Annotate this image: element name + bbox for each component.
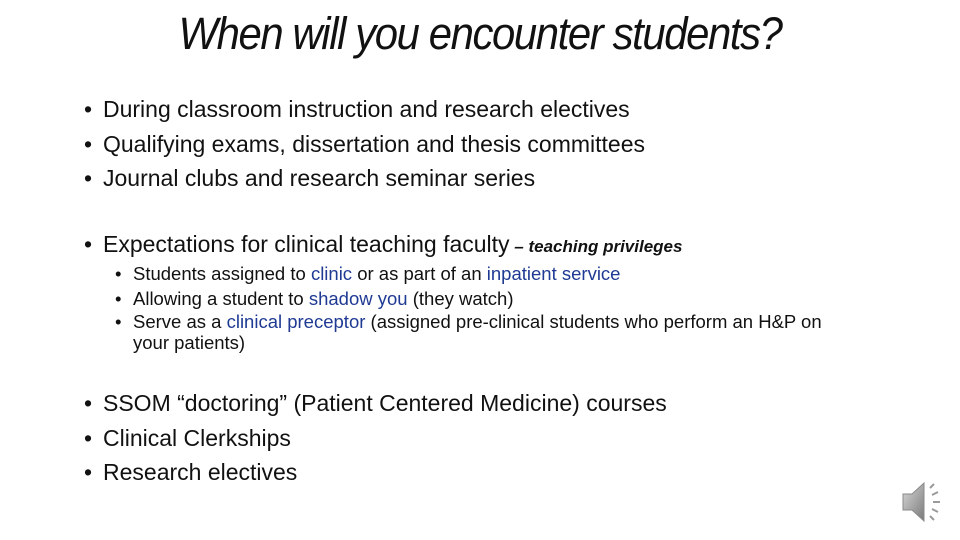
list-item: • Qualifying exams, dissertation and thesis committees (80, 127, 645, 162)
list-item: • Journal clubs and research seminar series (80, 161, 645, 196)
sub-text: Students assigned to (133, 263, 311, 284)
list-item (80, 227, 682, 265)
list-item: • Clinical Clerkships (80, 421, 667, 456)
speaker-icon[interactable] (898, 478, 948, 526)
sub-list-item (112, 261, 853, 286)
expectations-dash: – (509, 237, 529, 256)
bullet-list-expectations (80, 227, 682, 265)
highlight-text: shadow you (308, 288, 408, 309)
sub-text: Allowing a student to (133, 288, 309, 309)
sub-text: (they watch) (407, 288, 514, 309)
expectations-emphasis: teaching privileges (528, 237, 683, 256)
list-item: • During classroom instruction and research electives (80, 92, 645, 127)
list-item: • SSOM “doctoring” (Patient Centered Medicine) courses (80, 386, 667, 421)
bullet-list-courses (80, 386, 667, 490)
sub-bullet-list (112, 261, 853, 353)
sub-text: Serve as a (133, 311, 227, 332)
slide-title: When will you encounter students? (178, 8, 782, 59)
sub-text: (assigned pre-clinical students who perform an H&P on your patients) (133, 311, 822, 353)
list-item: • Research electives (80, 455, 667, 490)
highlight-text: clinical preceptor (226, 311, 366, 332)
sub-text: or as part of an (352, 263, 487, 284)
highlight-text: inpatient service (486, 263, 621, 284)
highlight-text: clinic (310, 263, 353, 284)
expectations-text: Expectations for clinical teaching faculty (103, 231, 510, 257)
sub-list-item (112, 311, 853, 353)
sub-list-item (112, 286, 853, 311)
bullet-list-settings (80, 92, 645, 196)
